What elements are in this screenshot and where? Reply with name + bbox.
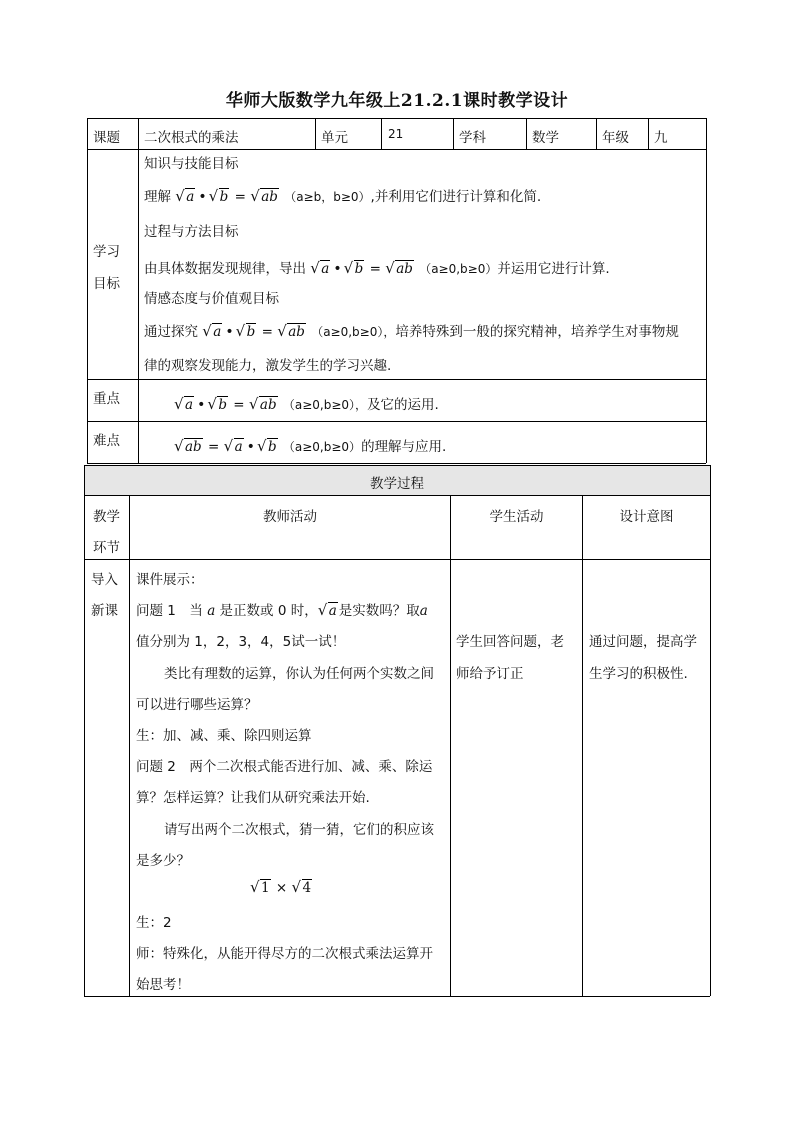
design-intent-1: 通过问题，提高学 bbox=[589, 634, 697, 650]
intro-line-2: 问题 1 当 a 是正数或 0 时，√ a 是实数吗？取a bbox=[136, 599, 428, 619]
topic-label: 课题 bbox=[93, 130, 120, 146]
goal-process-text: 由具体数据发现规律，导出 √ a •√ b = √ ab （a≥0,b≥0）并运用它进行计算. bbox=[144, 257, 610, 277]
key-text: √ a •√ b = √ ab （a≥0,b≥0），及它的运用. bbox=[174, 393, 439, 413]
stage-intro-1: 导入 bbox=[91, 572, 118, 588]
unit-value: 21 bbox=[388, 127, 404, 141]
goals-label-1: 学习 bbox=[93, 244, 120, 260]
intro-line-12: 生：2 bbox=[136, 915, 172, 931]
intro-line-7: 问题 2 两个二次根式能否进行加、减、乘、除运 bbox=[136, 759, 433, 775]
unit-label: 单元 bbox=[321, 130, 348, 146]
intro-line-14: 始思考！ bbox=[136, 977, 190, 993]
difficult-label: 难点 bbox=[93, 433, 120, 449]
subject-label: 学科 bbox=[459, 130, 486, 146]
design-intent-2: 生学习的积极性. bbox=[589, 666, 688, 682]
intro-line-9: 请写出两个二次根式，猜一猜，它们的积应该 bbox=[164, 822, 434, 838]
goal-heading-attitude: 情感态度与价值观目标 bbox=[144, 291, 279, 307]
col-design: 设计意图 bbox=[619, 509, 674, 525]
goal-heading-process: 过程与方法目标 bbox=[144, 224, 239, 240]
intro-line-10: 是多少？ bbox=[136, 853, 190, 869]
col-stage-1: 教学 bbox=[93, 509, 120, 525]
col-teacher: 教师活动 bbox=[263, 509, 317, 525]
page-title: 华师大版数学九年级上21.2.1课时教学设计 bbox=[225, 91, 569, 111]
intro-line-6: 生：加、减、乘、除四则运算 bbox=[136, 728, 312, 744]
goal-attitude-text: 通过探究 √ a •√ b = √ ab （a≥0,b≥0），培养特殊到一般的探究精神，培养学生对事物规 bbox=[144, 320, 679, 340]
subject-value: 数学 bbox=[532, 130, 559, 146]
topic-value: 二次根式的乘法 bbox=[144, 130, 239, 146]
grade-label: 年级 bbox=[602, 130, 629, 146]
key-label: 重点 bbox=[93, 391, 120, 407]
intro-formula: √ 1 × √ 4 bbox=[250, 880, 313, 896]
difficult-text: √ ab = √ a •√ b （a≥0,b≥0）的理解与应用. bbox=[174, 435, 446, 455]
intro-line-3: 值分别为 1，2，3，4，5试一试！ bbox=[136, 634, 346, 650]
student-activity-2: 师给予订正 bbox=[456, 666, 524, 682]
intro-line-5: 可以进行哪些运算？ bbox=[136, 697, 258, 713]
col-student: 学生活动 bbox=[489, 509, 544, 525]
col-stage-2: 环节 bbox=[93, 540, 120, 556]
goal-heading-knowledge: 知识与技能目标 bbox=[144, 156, 239, 172]
grade-value: 九 bbox=[654, 130, 668, 146]
intro-line-4: 类比有理数的运算，你认为任何两个实数之间 bbox=[164, 666, 434, 682]
goal-attitude-text-2: 律的观察发现能力，激发学生的学习兴趣. bbox=[144, 358, 392, 374]
intro-line-8: 算？怎样运算？让我们从研究乘法开始. bbox=[136, 790, 370, 806]
stage-intro-2: 新课 bbox=[91, 603, 118, 619]
process-header: 教学过程 bbox=[370, 476, 424, 492]
goal-knowledge-text: 理解 √ a •√ b = √ ab （a≥b，b≥0）,并利用它们进行计算和化简. bbox=[144, 185, 541, 205]
goals-label-2: 目标 bbox=[93, 276, 120, 292]
intro-line-1: 课件展示： bbox=[136, 572, 204, 588]
intro-line-13: 师：特殊化，从能开得尽方的二次根式乘法运算开 bbox=[136, 946, 433, 962]
student-activity-1: 学生回答问题，老 bbox=[456, 634, 564, 650]
